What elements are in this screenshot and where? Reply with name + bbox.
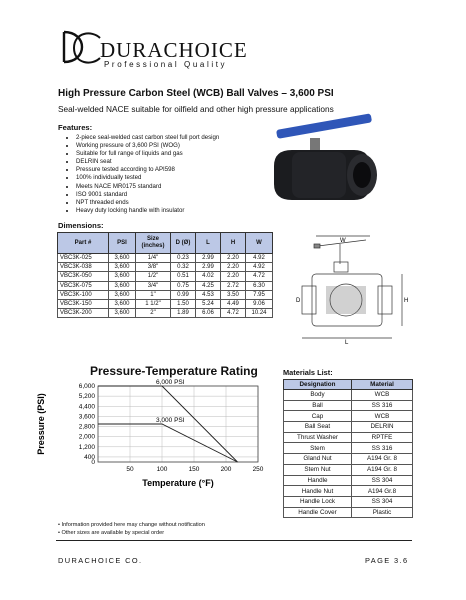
- y-tick-label: 1,200: [78, 443, 95, 451]
- table-cell: SS 316: [352, 400, 413, 411]
- ball-valve-photo: [262, 112, 412, 207]
- features-list: [58, 134, 296, 215]
- feature-item: • Working pressure of 3,600 PSI (WOG): [76, 142, 296, 150]
- table-cell: SS 304: [352, 496, 413, 507]
- table-cell: 4.25: [196, 281, 221, 290]
- dims-header-cell: PSI: [109, 233, 136, 254]
- table-cell: 5.24: [196, 299, 221, 308]
- x-tick-label: 50: [126, 466, 134, 473]
- table-cell: Handle Cover: [284, 507, 352, 518]
- table-cell: VBC3K-100: [58, 290, 109, 299]
- table-cell: A194 Gr. 8: [352, 464, 413, 475]
- y-axis-label: Pressure (PSI): [36, 393, 46, 455]
- feature-item: • Meets NACE MR0175 standard: [76, 183, 296, 191]
- table-cell: 3/4": [136, 281, 171, 290]
- dims-header-cell: Part #: [58, 233, 109, 254]
- y-tick-label: 6,000: [78, 383, 95, 390]
- brand-tagline: Professional Quality: [104, 60, 228, 69]
- table-cell: A194 Gr. 8: [352, 454, 413, 465]
- y-tick-label: 3,600: [78, 413, 95, 421]
- dims-header-cell: H: [221, 233, 246, 254]
- table-row: [284, 390, 413, 401]
- feature-item: • 2-piece seal-welded cast carbon steel full port design: [76, 134, 296, 142]
- table-cell: 0.99: [171, 290, 196, 299]
- chart-title: Pressure-Temperature Rating: [90, 364, 258, 378]
- y-tick-label: 5,200: [78, 393, 95, 401]
- feature-item: • DELRIN seat: [76, 158, 296, 166]
- table-cell: Ball Seat: [284, 422, 352, 433]
- table-cell: 10.24: [246, 309, 273, 318]
- table-cell: SS 304: [352, 475, 413, 486]
- table-cell: WCB: [352, 411, 413, 422]
- table-cell: Ball: [284, 400, 352, 411]
- footer-company: DURACHOICE CO.: [58, 556, 143, 565]
- table-row: [284, 496, 413, 507]
- diagram-label-h: H: [404, 298, 409, 304]
- table-cell: 2": [136, 309, 171, 318]
- materials-header-cell: Designation: [284, 380, 352, 390]
- feature-item: • NPT threaded ends: [76, 199, 296, 207]
- diagram-label-w: W: [340, 238, 346, 244]
- table-row: [284, 432, 413, 443]
- dims-header-cell: W: [246, 233, 273, 254]
- table-cell: DELRIN: [352, 422, 413, 433]
- features-label: Features:: [58, 123, 93, 132]
- page-subtitle: Seal-welded NACE suitable for oilfield and other high pressure applications: [58, 104, 334, 114]
- brand-name: DURACHOICE: [100, 38, 248, 62]
- table-cell: Cap: [284, 411, 352, 422]
- series-line: [98, 424, 238, 462]
- table-cell: 4.02: [196, 272, 221, 281]
- dimensions-table: [57, 232, 273, 318]
- table-cell: 2.20: [221, 254, 246, 263]
- dimensions-label: Dimensions:: [58, 221, 104, 230]
- dims-header-cell: L: [196, 233, 221, 254]
- table-cell: RPTFE: [352, 432, 413, 443]
- footer-divider: [56, 540, 412, 541]
- valve-dimension-diagram: [296, 234, 412, 346]
- table-cell: 2.99: [196, 254, 221, 263]
- table-cell: Stem Nut: [284, 464, 352, 475]
- series-label: 3,000 PSI: [156, 417, 185, 424]
- table-cell: 2.72: [221, 281, 246, 290]
- page-title: High Pressure Carbon Steel (WCB) Ball Valves – 3,600 PSI: [58, 88, 334, 99]
- table-row: [284, 464, 413, 475]
- table-cell: SS 316: [352, 443, 413, 454]
- table-cell: 0.32: [171, 263, 196, 272]
- y-tick-label: 400: [84, 453, 95, 461]
- table-cell: 1 1/2": [136, 299, 171, 308]
- table-row: [284, 422, 413, 433]
- materials-label: Materials List:: [283, 368, 333, 377]
- table-cell: 0.75: [171, 281, 196, 290]
- dims-header-cell: Size (inches): [136, 233, 171, 254]
- table-cell: 2.99: [196, 263, 221, 272]
- table-cell: 0.23: [171, 254, 196, 263]
- table-cell: VBC3K-038: [58, 263, 109, 272]
- table-row: [58, 254, 273, 263]
- table-row: [58, 309, 273, 318]
- table-cell: Body: [284, 390, 352, 401]
- x-tick-label: 200: [220, 466, 232, 473]
- table-cell: 4.72: [246, 272, 273, 281]
- table-row: [284, 400, 413, 411]
- table-row: [284, 454, 413, 465]
- table-row: [58, 299, 273, 308]
- dims-header-cell: D (Ø): [171, 233, 196, 254]
- handle-shape: [276, 113, 372, 139]
- table-cell: 6.30: [246, 281, 273, 290]
- footer-page-number: PAGE 3.6: [365, 556, 409, 565]
- table-cell: 2.20: [221, 272, 246, 281]
- table-cell: A194 Gr.8: [352, 486, 413, 497]
- feature-item: • ISO 9001 standard: [76, 191, 296, 199]
- table-cell: Stem: [284, 443, 352, 454]
- table-cell: 3,600: [109, 263, 136, 272]
- table-cell: 6.06: [196, 309, 221, 318]
- y-tick-label: 0: [91, 459, 95, 466]
- table-row: [284, 486, 413, 497]
- table-row: [58, 281, 273, 290]
- note-item: • Information provided here may change without notification: [58, 522, 205, 528]
- table-cell: 3.50: [221, 290, 246, 299]
- table-cell: Plastic: [352, 507, 413, 518]
- table-row: [284, 411, 413, 422]
- notes: [58, 522, 205, 537]
- table-cell: VBC3K-150: [58, 299, 109, 308]
- table-cell: 1.89: [171, 309, 196, 318]
- note-item: • Other sizes are available by special order: [58, 529, 165, 536]
- x-tick-label: 150: [188, 466, 200, 473]
- table-cell: 4.49: [221, 299, 246, 308]
- y-tick-label: 4,400: [78, 403, 95, 411]
- feature-item: • 100% individually tested: [76, 174, 296, 182]
- table-cell: Thrust Washer: [284, 432, 352, 443]
- table-cell: Handle Lock: [284, 496, 352, 507]
- x-axis-label: Temperature (°F): [142, 478, 214, 488]
- table-row: [284, 475, 413, 486]
- table-cell: 4.53: [196, 290, 221, 299]
- feature-item: • Heavy duty locking handle with insulator: [76, 207, 296, 215]
- diagram-label-d: D: [296, 298, 301, 304]
- table-cell: 1.50: [171, 299, 196, 308]
- x-tick-label: 250: [252, 466, 264, 473]
- table-cell: 4.72: [221, 309, 246, 318]
- table-cell: 1": [136, 290, 171, 299]
- table-cell: Handle: [284, 475, 352, 486]
- dc-monogram-logo: [58, 28, 102, 68]
- feature-item: • Pressure tested according to API598: [76, 166, 296, 174]
- table-cell: 3,600: [109, 254, 136, 263]
- table-cell: Handle Nut: [284, 486, 352, 497]
- table-cell: VBC3K-200: [58, 309, 109, 318]
- table-cell: 3,600: [109, 290, 136, 299]
- pressure-temperature-chart: [30, 374, 270, 490]
- table-cell: 4.92: [246, 263, 273, 272]
- table-row: [284, 507, 413, 518]
- diagram-label-l: L: [345, 340, 349, 346]
- table-row: [58, 272, 273, 281]
- table-cell: 3,600: [109, 309, 136, 318]
- table-cell: VBC3K-025: [58, 254, 109, 263]
- table-cell: 1/4": [136, 254, 171, 263]
- table-cell: 7.95: [246, 290, 273, 299]
- table-cell: 4.92: [246, 254, 273, 263]
- table-cell: 2.20: [221, 263, 246, 272]
- table-row: [284, 443, 413, 454]
- table-cell: 1/2": [136, 272, 171, 281]
- table-cell: VBC3K-075: [58, 281, 109, 290]
- table-cell: WCB: [352, 390, 413, 401]
- y-tick-label: 2,800: [78, 423, 95, 431]
- table-cell: 3,600: [109, 272, 136, 281]
- x-tick-label: 100: [156, 466, 168, 473]
- materials-table: [283, 379, 413, 518]
- table-cell: 9.06: [246, 299, 273, 308]
- table-cell: 3,600: [109, 299, 136, 308]
- y-tick-label: 2,000: [78, 433, 95, 441]
- table-cell: 3/8": [136, 263, 171, 272]
- table-cell: 3,600: [109, 281, 136, 290]
- feature-item: • Suitable for full range of liquids and gas: [76, 150, 296, 158]
- table-cell: 0.51: [171, 272, 196, 281]
- table-row: [58, 290, 273, 299]
- table-row: [58, 263, 273, 272]
- table-cell: VBC3K-050: [58, 272, 109, 281]
- materials-header-cell: Material: [352, 380, 413, 390]
- table-cell: Gland Nut: [284, 454, 352, 465]
- series-label: 6,000 PSI: [156, 379, 185, 386]
